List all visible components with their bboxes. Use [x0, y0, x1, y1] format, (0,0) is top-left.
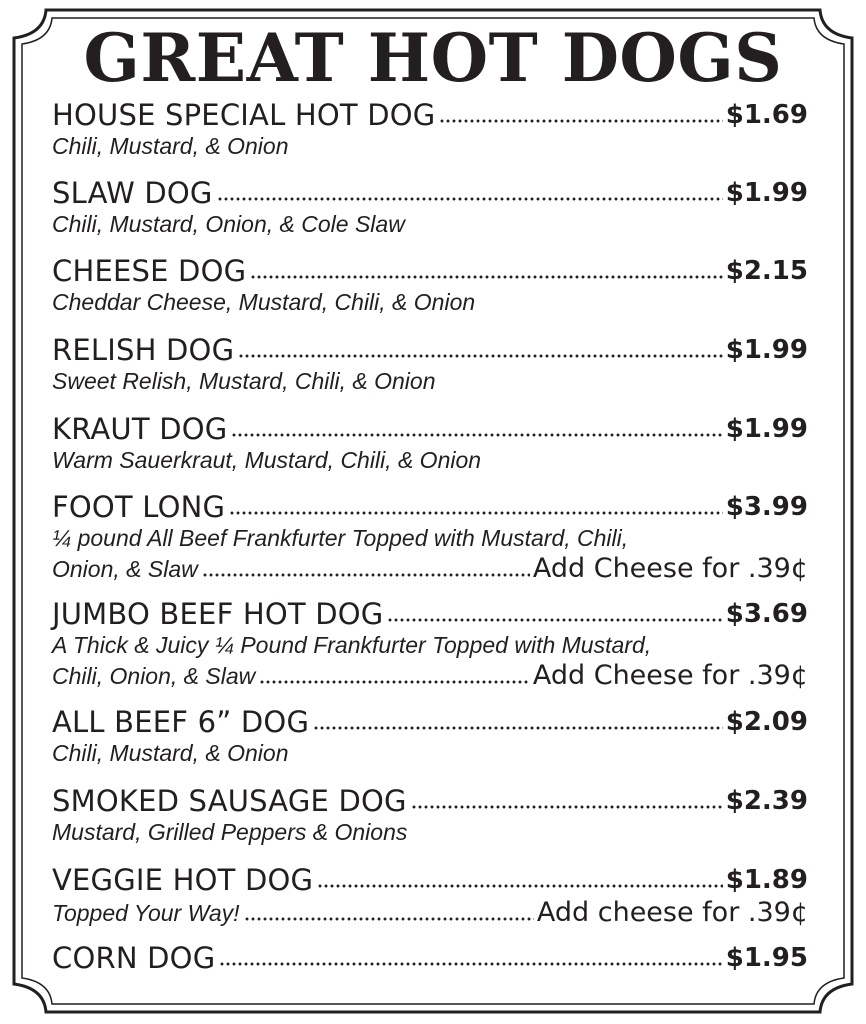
item-description: Chili, Mustard, Onion, & Cole Slaw [52, 211, 405, 237]
menu-item [52, 941, 808, 975]
dot-leader [219, 961, 722, 967]
dot-leader [229, 510, 723, 516]
item-description: Onion, & Slaw [52, 556, 198, 582]
item-name: ALL BEEF 6” DOG [52, 705, 310, 739]
item-price: $1.99 [725, 335, 808, 365]
dot-leader [259, 679, 530, 685]
description-addon-row [52, 660, 808, 691]
item-price: $1.89 [725, 865, 808, 895]
menu-item [52, 863, 808, 928]
item-name: KRAUT DOG [52, 412, 228, 446]
menu-title: GREAT HOT DOGS [83, 19, 783, 97]
item-description: Chili, Onion, & Slaw [52, 663, 256, 689]
dot-leader [250, 274, 722, 280]
item-name: CORN DOG [52, 941, 216, 975]
item-name: FOOT LONG [52, 490, 226, 524]
menu-item [52, 705, 808, 768]
item-name: HOUSE SPECIAL HOT DOG [52, 98, 436, 132]
menu-item [52, 254, 808, 317]
dot-leader [313, 725, 723, 731]
dot-leader [231, 432, 722, 438]
dot-leader [217, 196, 723, 202]
menu-item-header [52, 333, 808, 367]
menu-item-header [52, 863, 808, 897]
item-description: Cheddar Cheese, Mustard, Chili, & Onion [52, 289, 476, 315]
item-price: $1.95 [725, 943, 808, 973]
description-addon-row [52, 553, 808, 584]
item-price: $2.39 [725, 786, 808, 816]
menu-item-header [52, 254, 808, 288]
item-price: $2.09 [725, 707, 808, 737]
item-name: SMOKED SAUSAGE DOG [52, 784, 407, 818]
menu-item [52, 490, 808, 584]
menu-item-header [52, 98, 808, 132]
item-description: ¼ pound All Beef Frankfurter Topped with Mustard, Chili, [52, 525, 629, 551]
dot-leader [411, 804, 723, 810]
menu-item-header [52, 784, 808, 818]
item-description: Chili, Mustard, & Onion [52, 740, 289, 766]
menu-item-header [52, 705, 808, 739]
description-addon-row [52, 897, 808, 928]
menu-item-header [52, 941, 808, 975]
item-name: VEGGIE HOT DOG [52, 863, 314, 897]
dot-leader [439, 118, 722, 124]
dot-leader [387, 617, 722, 623]
menu-item-header [52, 490, 808, 524]
add-cheese-option: Add Cheese for .39¢ [532, 660, 808, 691]
menu-item [52, 98, 808, 161]
item-price: $2.15 [725, 256, 808, 286]
item-price: $3.69 [725, 599, 808, 629]
dot-leader [317, 883, 723, 889]
menu-item [52, 333, 808, 396]
item-name: JUMBO BEEF HOT DOG [52, 597, 384, 631]
menu-item [52, 784, 808, 847]
add-cheese-option: Add cheese for .39¢ [536, 897, 808, 928]
menu-item [52, 412, 808, 475]
item-description: A Thick & Juicy ¼ Pound Frankfurter Topped with Mustard, [52, 632, 652, 658]
item-description: Topped Your Way! [52, 900, 240, 926]
item-price: $1.69 [725, 100, 808, 130]
item-description: Chili, Mustard, & Onion [52, 133, 289, 159]
menu-item-header [52, 597, 808, 631]
item-price: $1.99 [725, 414, 808, 444]
dot-leader [238, 353, 723, 359]
menu-item [52, 597, 808, 691]
item-price: $1.99 [725, 178, 808, 208]
dot-leader [202, 572, 530, 578]
menu-item [52, 176, 808, 239]
item-name: RELISH DOG [52, 333, 235, 367]
item-description: Mustard, Grilled Peppers & Onions [52, 819, 408, 845]
item-price: $3.99 [725, 492, 808, 522]
item-description: Warm Sauerkraut, Mustard, Chili, & Onion [52, 447, 482, 473]
add-cheese-option: Add Cheese for .39¢ [532, 553, 808, 584]
dot-leader [244, 916, 534, 922]
item-description: Sweet Relish, Mustard, Chili, & Onion [52, 368, 436, 394]
item-name: CHEESE DOG [52, 254, 247, 288]
menu-item-header [52, 176, 808, 210]
item-name: SLAW DOG [52, 176, 213, 210]
menu-item-header [52, 412, 808, 446]
